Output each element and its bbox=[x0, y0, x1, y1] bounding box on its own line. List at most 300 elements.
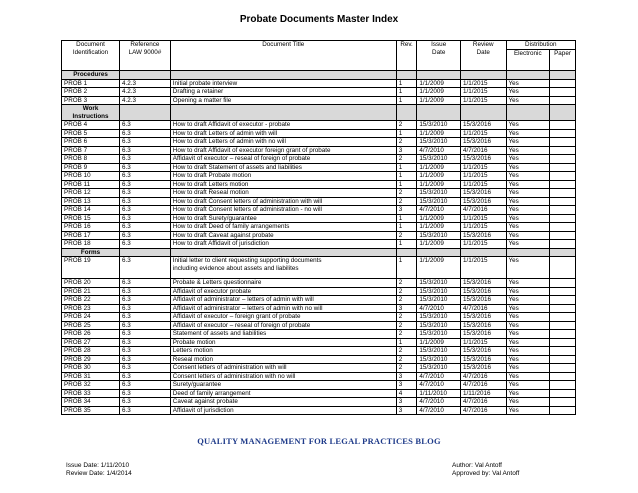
cell-issue: 15/3/2010 bbox=[417, 364, 461, 373]
cell-title: Affidavit of jurisdiction bbox=[170, 406, 396, 415]
cell-review: 15/3/2016 bbox=[460, 347, 506, 356]
cell-review: 15/3/2016 bbox=[460, 189, 506, 198]
cell-id: PROB 12 bbox=[62, 189, 120, 198]
cell-title: Affidavit of administrator – letters of admin with no will bbox=[170, 304, 396, 313]
cell-electronic: Yes bbox=[506, 231, 550, 240]
cell-issue: 4/7/2010 bbox=[417, 372, 461, 381]
cell-electronic: Yes bbox=[506, 172, 550, 181]
table-row bbox=[62, 279, 576, 288]
cell-ref: 6.3 bbox=[120, 279, 171, 288]
table-row bbox=[62, 129, 576, 138]
cell-issue: 1/1/2009 bbox=[417, 338, 461, 347]
cell-paper bbox=[550, 287, 576, 296]
cell-id: PROB 35 bbox=[62, 406, 120, 415]
cell-issue: 15/3/2010 bbox=[417, 197, 461, 206]
cell-paper bbox=[550, 121, 576, 130]
cell-title: Statement of assets and liabilities bbox=[170, 330, 396, 339]
cell-review: 15/3/2016 bbox=[460, 330, 506, 339]
cell-issue: 4/7/2010 bbox=[417, 381, 461, 390]
col-header-electronic: Electronic bbox=[506, 50, 550, 71]
cell-ref: 6.3 bbox=[120, 372, 171, 381]
cell-ref: 6.3 bbox=[120, 389, 171, 398]
cell-ref: 6.3 bbox=[120, 287, 171, 296]
cell-ref: 6.3 bbox=[120, 381, 171, 390]
cell-issue: 4/7/2010 bbox=[417, 406, 461, 415]
cell-review: 1/1/2015 bbox=[460, 79, 506, 88]
col-header-rev: Rev. bbox=[396, 41, 417, 71]
cell-rev: 2 bbox=[396, 296, 417, 305]
cell-review: 1/1/2015 bbox=[460, 214, 506, 223]
cell-paper bbox=[550, 214, 576, 223]
cell-review: 4/7/2016 bbox=[460, 398, 506, 407]
cell-paper bbox=[550, 330, 576, 339]
cell-title: Surety/guarantee bbox=[170, 381, 396, 390]
cell-rev: 2 bbox=[396, 355, 417, 364]
cell-title: How to draft Probate motion bbox=[170, 172, 396, 181]
cell-title: How to draft Deed of family arrangements bbox=[170, 223, 396, 232]
cell-review: 1/11/2016 bbox=[460, 389, 506, 398]
cell-paper bbox=[550, 338, 576, 347]
cell-issue: 15/3/2010 bbox=[417, 330, 461, 339]
cell-rev: 3 bbox=[396, 398, 417, 407]
cell-ref: 4.2.3 bbox=[120, 88, 171, 97]
cell-ref: 6.3 bbox=[120, 330, 171, 339]
cell-review: 4/7/2016 bbox=[460, 304, 506, 313]
table-row bbox=[62, 180, 576, 189]
cell-id: PROB 31 bbox=[62, 372, 120, 381]
cell-rev: 1 bbox=[396, 129, 417, 138]
table-row bbox=[62, 330, 576, 339]
cell-id: PROB 3 bbox=[62, 96, 120, 105]
cell-review: 15/3/2016 bbox=[460, 197, 506, 206]
cell-electronic: Yes bbox=[506, 313, 550, 322]
table-row bbox=[62, 121, 576, 130]
cell-title: Probate & Letters questionnaire bbox=[170, 279, 396, 288]
cell-electronic: Yes bbox=[506, 338, 550, 347]
cell-ref: 6.3 bbox=[120, 155, 171, 164]
cell-id: PROB 30 bbox=[62, 364, 120, 373]
cell-title: How to draft Caveat against probate bbox=[170, 231, 396, 240]
cell-issue: 15/3/2010 bbox=[417, 138, 461, 147]
cell-electronic: Yes bbox=[506, 214, 550, 223]
cell-ref: 6.3 bbox=[120, 138, 171, 147]
cell-review: 1/1/2015 bbox=[460, 257, 506, 279]
cell-title: Drafting a retainer bbox=[170, 88, 396, 97]
cell-ref: 6.3 bbox=[120, 223, 171, 232]
cell-title: How to draft Affidavit of executor foreign grant of probate bbox=[170, 146, 396, 155]
cell-ref: 6.3 bbox=[120, 364, 171, 373]
cell-paper bbox=[550, 406, 576, 415]
cell-title: Initial letter to client requesting supporting documents including evidence about assets and liabilites bbox=[170, 257, 396, 279]
table-row bbox=[62, 214, 576, 223]
table-row bbox=[62, 381, 576, 390]
cell-id: PROB 9 bbox=[62, 163, 120, 172]
table-row bbox=[62, 313, 576, 322]
blog-link[interactable]: QUALITY MANAGEMENT FOR LEGAL PRACTICES BLOG bbox=[197, 436, 441, 446]
cell-electronic: Yes bbox=[506, 389, 550, 398]
cell-review: 1/1/2015 bbox=[460, 223, 506, 232]
cell-review: 4/7/2016 bbox=[460, 206, 506, 215]
cell-issue: 15/3/2010 bbox=[417, 287, 461, 296]
table-row bbox=[62, 138, 576, 147]
cell-rev: 2 bbox=[396, 155, 417, 164]
cell-paper bbox=[550, 155, 576, 164]
cell-ref: 6.3 bbox=[120, 231, 171, 240]
cell-issue: 1/1/2009 bbox=[417, 163, 461, 172]
cell-review: 4/7/2016 bbox=[460, 146, 506, 155]
table-row bbox=[62, 223, 576, 232]
table-row bbox=[62, 304, 576, 313]
cell-title: How to draft Consent letters of administration with will bbox=[170, 197, 396, 206]
table-row bbox=[62, 189, 576, 198]
cell-electronic: Yes bbox=[506, 146, 550, 155]
cell-issue: 15/3/2010 bbox=[417, 279, 461, 288]
col-header-document-title: Document Title bbox=[170, 41, 396, 71]
cell-rev: 1 bbox=[396, 240, 417, 249]
cell-title: Reseal motion bbox=[170, 355, 396, 364]
cell-review: 15/3/2016 bbox=[460, 231, 506, 240]
cell-id: PROB 17 bbox=[62, 231, 120, 240]
cell-ref: 4.2.3 bbox=[120, 79, 171, 88]
cell-paper bbox=[550, 257, 576, 279]
cell-id: PROB 4 bbox=[62, 121, 120, 130]
cell-id: PROB 13 bbox=[62, 197, 120, 206]
cell-paper bbox=[550, 279, 576, 288]
cell-ref: 6.3 bbox=[120, 146, 171, 155]
cell-ref: 6.3 bbox=[120, 304, 171, 313]
cell-rev: 3 bbox=[396, 372, 417, 381]
cell-rev: 2 bbox=[396, 197, 417, 206]
cell-issue: 15/3/2010 bbox=[417, 347, 461, 356]
cell-ref: 6.3 bbox=[120, 257, 171, 279]
cell-title: How to draft Statement of assets and liabilities bbox=[170, 163, 396, 172]
cell-paper bbox=[550, 206, 576, 215]
cell-ref: 6.3 bbox=[120, 197, 171, 206]
cell-rev: 2 bbox=[396, 279, 417, 288]
cell-paper bbox=[550, 364, 576, 373]
cell-electronic: Yes bbox=[506, 304, 550, 313]
cell-issue: 1/1/2009 bbox=[417, 180, 461, 189]
cell-id: PROB 19 bbox=[62, 257, 120, 279]
cell-id: PROB 33 bbox=[62, 389, 120, 398]
table-row bbox=[62, 163, 576, 172]
cell-rev: 1 bbox=[396, 180, 417, 189]
table-row bbox=[62, 231, 576, 240]
cell-paper bbox=[550, 372, 576, 381]
cell-id: PROB 23 bbox=[62, 304, 120, 313]
cell-title: Deed of family arrangement bbox=[170, 389, 396, 398]
cell-electronic: Yes bbox=[506, 279, 550, 288]
cell-id: PROB 2 bbox=[62, 88, 120, 97]
cell-issue: 1/1/2009 bbox=[417, 214, 461, 223]
cell-ref: 6.3 bbox=[120, 121, 171, 130]
cell-title: Caveat against probate bbox=[170, 398, 396, 407]
cell-id: PROB 14 bbox=[62, 206, 120, 215]
cell-electronic: Yes bbox=[506, 121, 550, 130]
cell-paper bbox=[550, 88, 576, 97]
cell-id: PROB 20 bbox=[62, 279, 120, 288]
cell-issue: 4/7/2010 bbox=[417, 206, 461, 215]
cell-rev: 3 bbox=[396, 406, 417, 415]
table-row bbox=[62, 389, 576, 398]
table-row bbox=[62, 88, 576, 97]
col-header-reference: Reference LAW 9000# bbox=[120, 41, 171, 71]
cell-id: PROB 26 bbox=[62, 330, 120, 339]
table-row bbox=[62, 172, 576, 181]
cell-rev: 3 bbox=[396, 206, 417, 215]
cell-id: PROB 21 bbox=[62, 287, 120, 296]
section-procedures bbox=[62, 71, 576, 80]
cell-paper bbox=[550, 231, 576, 240]
col-header-paper: Paper bbox=[550, 50, 576, 71]
cell-id: PROB 24 bbox=[62, 313, 120, 322]
table-row bbox=[62, 321, 576, 330]
cell-title: Probate motion bbox=[170, 338, 396, 347]
cell-title: How to draft Consent letters of administration - no will bbox=[170, 206, 396, 215]
cell-title: Affidavit of executor – foreign grant of probate bbox=[170, 313, 396, 322]
cell-review: 1/1/2015 bbox=[460, 88, 506, 97]
col-header-review-date: Review Date bbox=[460, 41, 506, 71]
cell-ref: 6.3 bbox=[120, 180, 171, 189]
cell-ref: 6.3 bbox=[120, 321, 171, 330]
cell-issue: 15/3/2010 bbox=[417, 155, 461, 164]
footer-right bbox=[452, 462, 519, 478]
cell-rev: 3 bbox=[396, 381, 417, 390]
cell-electronic: Yes bbox=[506, 257, 550, 279]
cell-id: PROB 25 bbox=[62, 321, 120, 330]
cell-id: PROB 27 bbox=[62, 338, 120, 347]
cell-rev: 1 bbox=[396, 96, 417, 105]
cell-rev: 2 bbox=[396, 330, 417, 339]
cell-electronic: Yes bbox=[506, 296, 550, 305]
cell-rev: 1 bbox=[396, 172, 417, 181]
cell-title: How to draft Reseal motion bbox=[170, 189, 396, 198]
cell-ref: 6.3 bbox=[120, 338, 171, 347]
cell-issue: 1/1/2009 bbox=[417, 129, 461, 138]
cell-paper bbox=[550, 313, 576, 322]
cell-rev: 1 bbox=[396, 223, 417, 232]
section-label: Procedures bbox=[62, 71, 120, 80]
cell-id: PROB 29 bbox=[62, 355, 120, 364]
cell-review: 1/1/2015 bbox=[460, 338, 506, 347]
cell-electronic: Yes bbox=[506, 321, 550, 330]
cell-review: 1/1/2015 bbox=[460, 240, 506, 249]
cell-rev: 1 bbox=[396, 214, 417, 223]
cell-paper bbox=[550, 347, 576, 356]
cell-rev: 2 bbox=[396, 364, 417, 373]
table-row bbox=[62, 355, 576, 364]
approved-by: Approved by: Val Antoff bbox=[452, 470, 520, 477]
table-row bbox=[62, 287, 576, 296]
cell-issue: 15/3/2010 bbox=[417, 121, 461, 130]
table-row bbox=[62, 155, 576, 164]
cell-ref: 6.3 bbox=[120, 172, 171, 181]
table-row bbox=[62, 338, 576, 347]
cell-rev: 2 bbox=[396, 287, 417, 296]
cell-title: How to draft Affidavit of executor - probate bbox=[170, 121, 396, 130]
cell-rev: 2 bbox=[396, 231, 417, 240]
cell-issue: 1/1/2009 bbox=[417, 223, 461, 232]
col-header-issue-date: Issue Date bbox=[417, 41, 461, 71]
table-row bbox=[62, 257, 576, 279]
cell-rev: 2 bbox=[396, 313, 417, 322]
table-row bbox=[62, 197, 576, 206]
cell-review: 15/3/2016 bbox=[460, 138, 506, 147]
cell-electronic: Yes bbox=[506, 197, 550, 206]
cell-review: 15/3/2016 bbox=[460, 155, 506, 164]
cell-id: PROB 15 bbox=[62, 214, 120, 223]
cell-paper bbox=[550, 79, 576, 88]
cell-issue: 4/7/2010 bbox=[417, 146, 461, 155]
cell-rev: 1 bbox=[396, 338, 417, 347]
cell-rev: 2 bbox=[396, 189, 417, 198]
cell-title: How to draft Letters of admin with no will bbox=[170, 138, 396, 147]
cell-rev: 4 bbox=[396, 389, 417, 398]
cell-paper bbox=[550, 96, 576, 105]
cell-review: 4/7/2016 bbox=[460, 381, 506, 390]
cell-id: PROB 11 bbox=[62, 180, 120, 189]
cell-review: 15/3/2016 bbox=[460, 364, 506, 373]
cell-ref: 6.3 bbox=[120, 313, 171, 322]
cell-title: Affidavit of executor – reseal of foreign of probate bbox=[170, 155, 396, 164]
cell-review: 15/3/2016 bbox=[460, 296, 506, 305]
cell-electronic: Yes bbox=[506, 355, 550, 364]
table-row bbox=[62, 146, 576, 155]
cell-id: PROB 22 bbox=[62, 296, 120, 305]
cell-electronic: Yes bbox=[506, 138, 550, 147]
section-forms bbox=[62, 248, 576, 257]
cell-issue: 15/3/2010 bbox=[417, 321, 461, 330]
cell-electronic: Yes bbox=[506, 381, 550, 390]
col-header-document-identification: Document Identification bbox=[62, 41, 120, 71]
cell-title: Letters motion bbox=[170, 347, 396, 356]
cell-electronic: Yes bbox=[506, 79, 550, 88]
cell-id: PROB 8 bbox=[62, 155, 120, 164]
cell-electronic: Yes bbox=[506, 240, 550, 249]
section-work-instructions bbox=[62, 105, 576, 121]
cell-electronic: Yes bbox=[506, 180, 550, 189]
cell-rev: 2 bbox=[396, 321, 417, 330]
cell-review: 1/1/2015 bbox=[460, 96, 506, 105]
cell-issue: 4/7/2010 bbox=[417, 398, 461, 407]
cell-paper bbox=[550, 240, 576, 249]
cell-electronic: Yes bbox=[506, 96, 550, 105]
cell-electronic: Yes bbox=[506, 206, 550, 215]
cell-issue: 1/1/2009 bbox=[417, 79, 461, 88]
cell-issue: 15/3/2010 bbox=[417, 355, 461, 364]
cell-electronic: Yes bbox=[506, 223, 550, 232]
cell-electronic: Yes bbox=[506, 287, 550, 296]
review-date: Review Date: 1/4/2014 bbox=[66, 470, 132, 477]
table-row bbox=[62, 406, 576, 415]
cell-review: 15/3/2016 bbox=[460, 121, 506, 130]
cell-paper bbox=[550, 304, 576, 313]
cell-paper bbox=[550, 381, 576, 390]
cell-id: PROB 16 bbox=[62, 223, 120, 232]
cell-ref: 4.2.3 bbox=[120, 96, 171, 105]
cell-id: PROB 18 bbox=[62, 240, 120, 249]
cell-title: Affidavit of administrator – letters of admin with will bbox=[170, 296, 396, 305]
cell-issue: 1/1/2009 bbox=[417, 240, 461, 249]
cell-ref: 6.3 bbox=[120, 129, 171, 138]
header-row-1 bbox=[62, 41, 576, 50]
cell-ref: 6.3 bbox=[120, 240, 171, 249]
cell-issue: 1/1/2009 bbox=[417, 257, 461, 279]
cell-ref: 6.3 bbox=[120, 214, 171, 223]
cell-title: Affidavit of executor – reseal of foreign of probate bbox=[170, 321, 396, 330]
cell-rev: 2 bbox=[396, 121, 417, 130]
section-label: Forms bbox=[62, 248, 120, 257]
cell-issue: 15/3/2010 bbox=[417, 231, 461, 240]
cell-paper bbox=[550, 189, 576, 198]
cell-review: 1/1/2015 bbox=[460, 172, 506, 181]
cell-issue: 15/3/2010 bbox=[417, 313, 461, 322]
cell-ref: 6.3 bbox=[120, 406, 171, 415]
cell-ref: 6.3 bbox=[120, 355, 171, 364]
cell-issue: 4/7/2010 bbox=[417, 304, 461, 313]
cell-paper bbox=[550, 138, 576, 147]
cell-rev: 1 bbox=[396, 79, 417, 88]
cell-electronic: Yes bbox=[506, 406, 550, 415]
table-row bbox=[62, 206, 576, 215]
cell-electronic: Yes bbox=[506, 189, 550, 198]
cell-id: PROB 10 bbox=[62, 172, 120, 181]
cell-issue: 1/1/2009 bbox=[417, 96, 461, 105]
table-row bbox=[62, 296, 576, 305]
cell-review: 15/3/2016 bbox=[460, 279, 506, 288]
cell-id: PROB 7 bbox=[62, 146, 120, 155]
cell-paper bbox=[550, 389, 576, 398]
cell-title: Consent letters of administration with will bbox=[170, 364, 396, 373]
cell-paper bbox=[550, 398, 576, 407]
cell-title: Affidavit of executor probate bbox=[170, 287, 396, 296]
cell-issue: 15/3/2010 bbox=[417, 296, 461, 305]
cell-ref: 6.3 bbox=[120, 163, 171, 172]
cell-paper bbox=[550, 197, 576, 206]
table-row bbox=[62, 372, 576, 381]
cell-title: How to draft Surety/guarantee bbox=[170, 214, 396, 223]
cell-rev: 2 bbox=[396, 138, 417, 147]
cell-paper bbox=[550, 355, 576, 364]
cell-rev: 2 bbox=[396, 347, 417, 356]
issue-date: Issue Date: 1/11/2010 bbox=[66, 462, 130, 469]
cell-issue: 1/11/2010 bbox=[417, 389, 461, 398]
cell-id: PROB 28 bbox=[62, 347, 120, 356]
cell-review: 4/7/2016 bbox=[460, 372, 506, 381]
cell-electronic: Yes bbox=[506, 155, 550, 164]
cell-id: PROB 5 bbox=[62, 129, 120, 138]
cell-paper bbox=[550, 163, 576, 172]
cell-ref: 6.3 bbox=[120, 206, 171, 215]
cell-review: 1/1/2015 bbox=[460, 180, 506, 189]
cell-ref: 6.3 bbox=[120, 189, 171, 198]
cell-id: PROB 6 bbox=[62, 138, 120, 147]
cell-paper bbox=[550, 129, 576, 138]
cell-paper bbox=[550, 146, 576, 155]
cell-review: 1/1/2015 bbox=[460, 163, 506, 172]
cell-ref: 6.3 bbox=[120, 296, 171, 305]
table-row bbox=[62, 96, 576, 105]
cell-electronic: Yes bbox=[506, 372, 550, 381]
cell-issue: 1/1/2009 bbox=[417, 172, 461, 181]
cell-electronic: Yes bbox=[506, 364, 550, 373]
cell-issue: 1/1/2009 bbox=[417, 88, 461, 97]
cell-rev: 1 bbox=[396, 88, 417, 97]
cell-rev: 1 bbox=[396, 163, 417, 172]
cell-paper bbox=[550, 321, 576, 330]
table-row bbox=[62, 79, 576, 88]
cell-electronic: Yes bbox=[506, 163, 550, 172]
